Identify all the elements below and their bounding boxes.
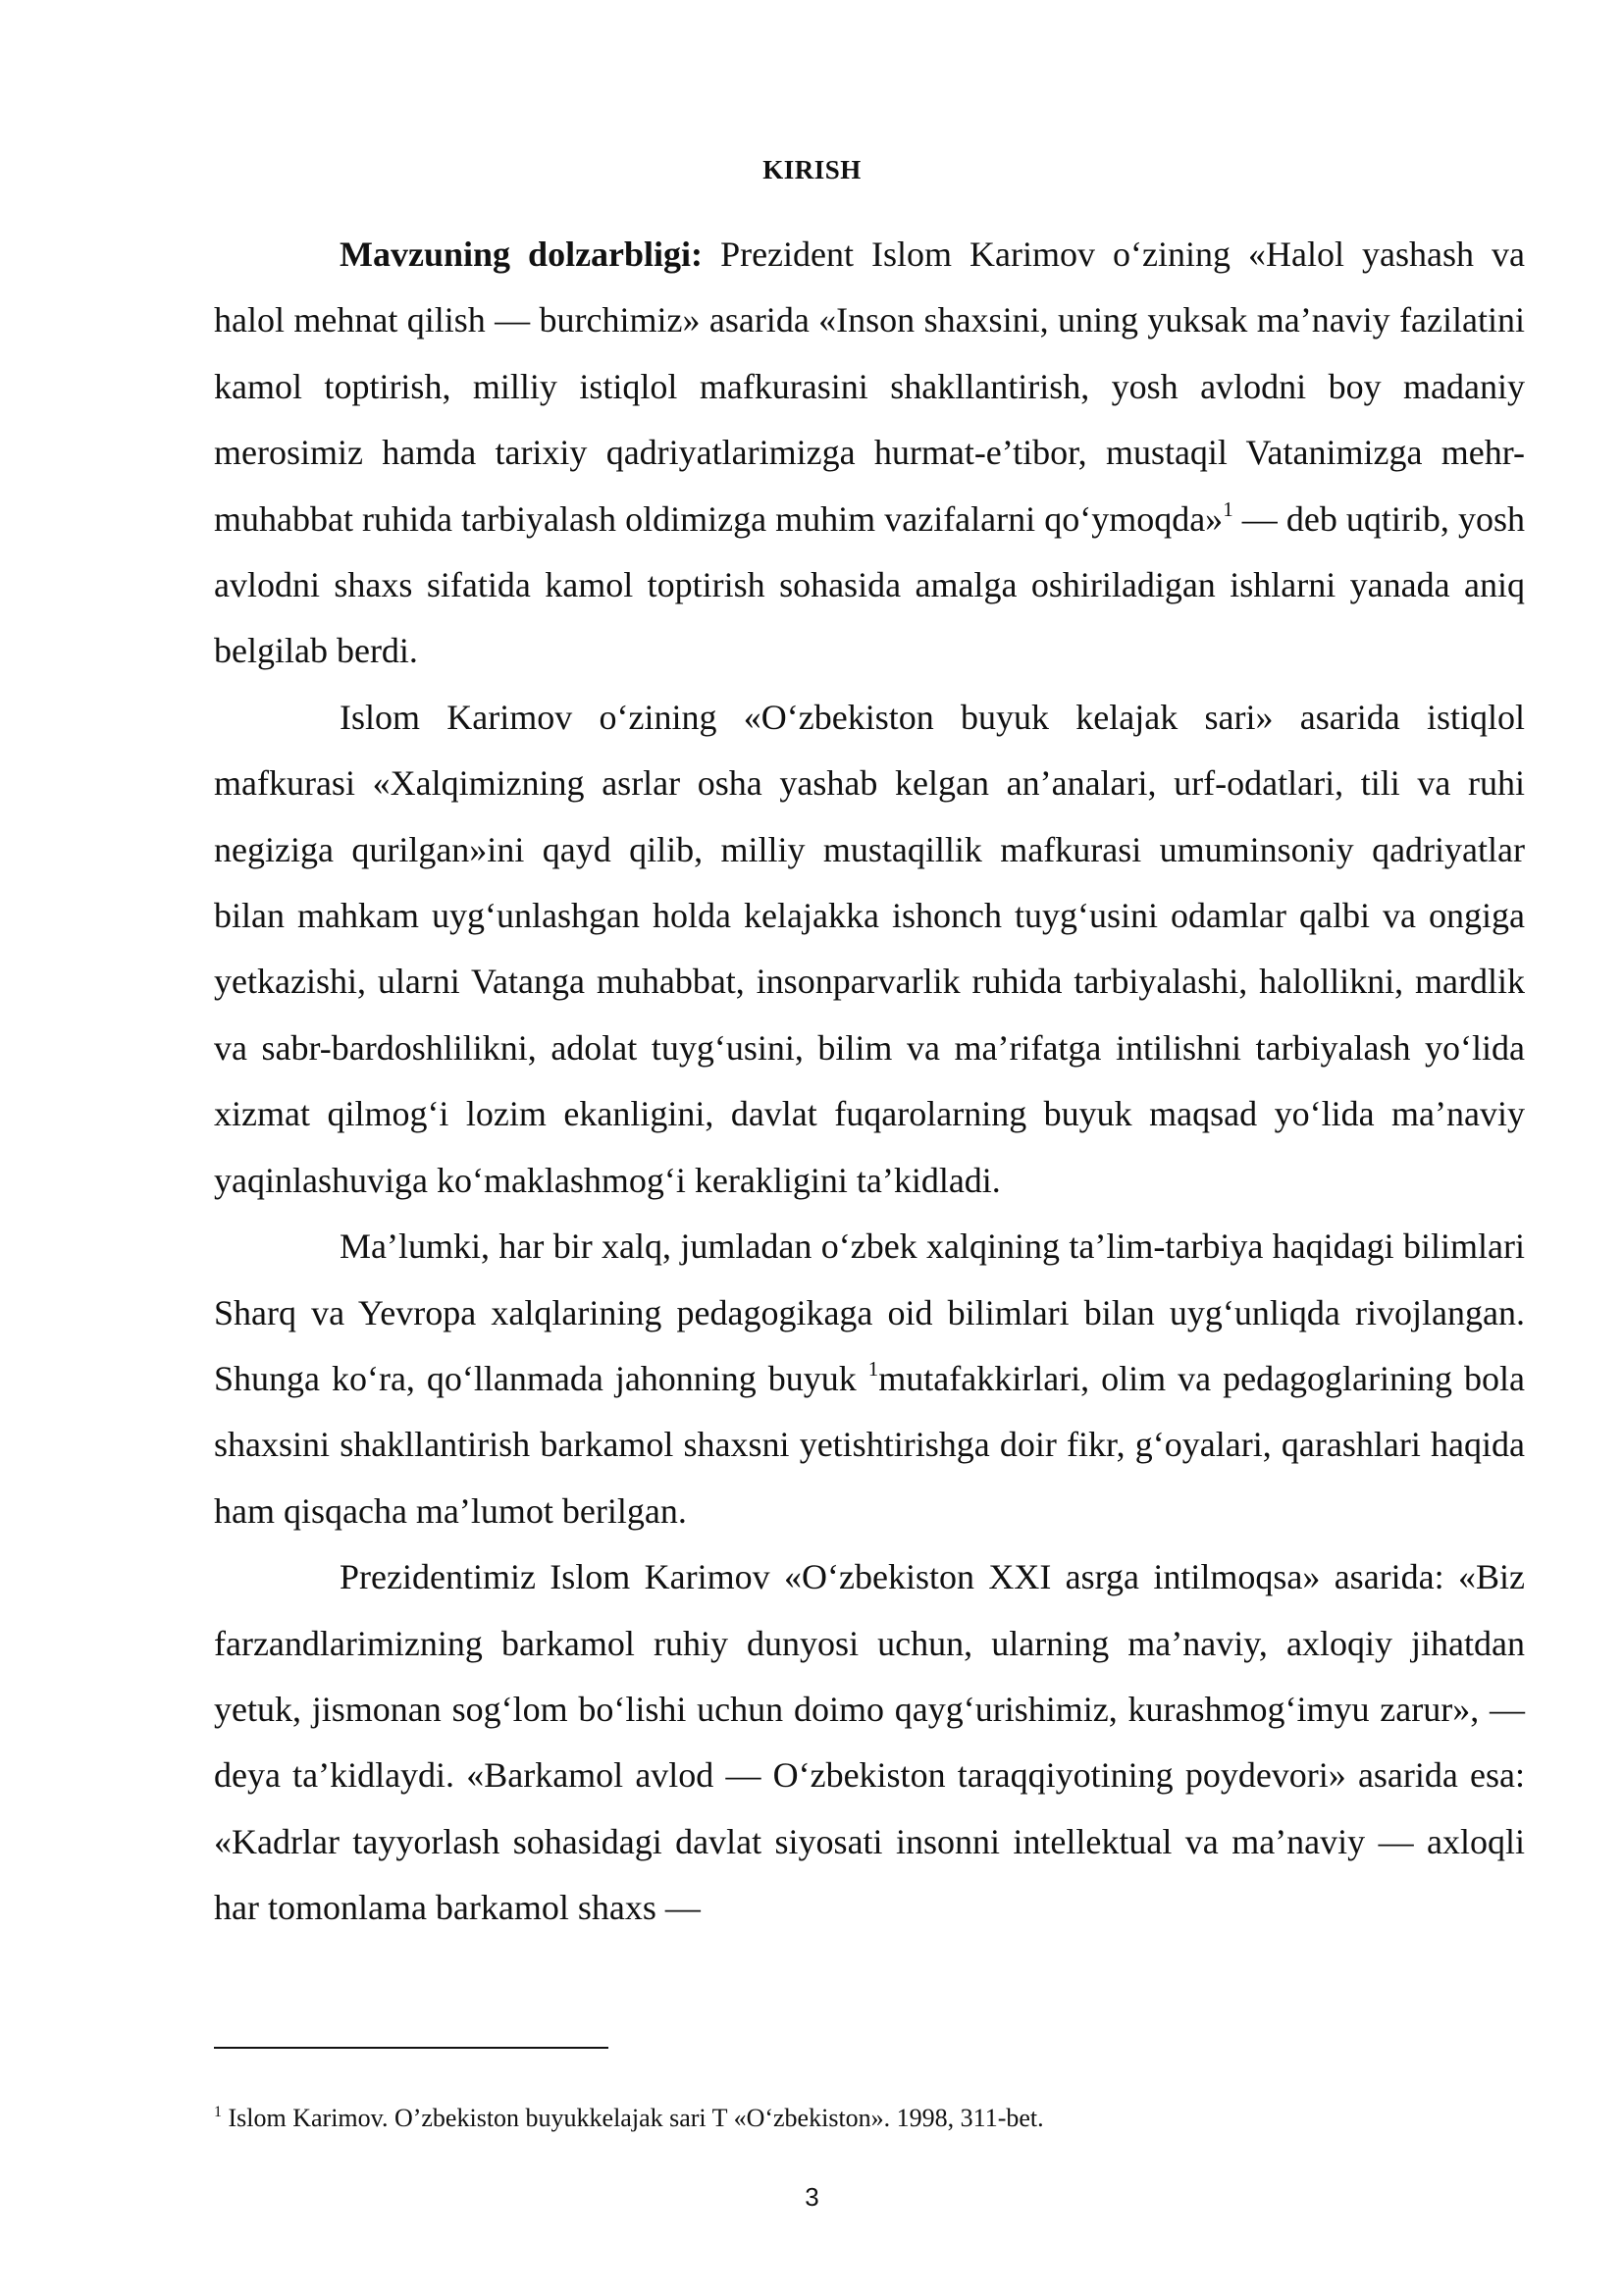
footnote-reference: 1 — [867, 1356, 879, 1381]
page-title: KIRISH — [762, 155, 862, 184]
paragraph-lead: Mavzuning dolzarbligi: — [340, 235, 704, 274]
page-number: 3 — [805, 2182, 819, 2212]
footnote-marker: 1 — [214, 2104, 222, 2120]
paragraph-text: Ma’lumki, har bir xalq, jumladan o‘zbek xalqining ta’lim-tarbiya haqidagi bilimlari Sharq va Yevropa xalqlarining pedagogikaga oid bilimlari bilan uyg‘unliqda rivojlangan. Shunga ko‘ra, qo‘llanmada jahonning buyuk — [214, 1226, 1525, 1398]
paragraph-relevance — [214, 222, 1525, 685]
footnote-reference: 1 — [1223, 496, 1233, 521]
paragraph-text: Prezident Islom Karimov o‘zining «Halol yashash va halol mehnat qilish — burchimiz» asarida «Inson shaxsini, uning yuksak ma’naviy fazilatini kamol toptirish, milliy istiqlol mafkurasini shakllantirish, yosh avlodni boy madaniy merosimiz hamda tarixiy qadriyatlarimizga hurmat-e’tibor, mustaqil Vatanimizga mehr-muhabbat ruhida tarbiyalash oldimizga muhim vazifalarni qo‘ymoqda» — [214, 235, 1525, 539]
paragraph-knowledge — [214, 1214, 1525, 1544]
paragraph-ideology: Islom Karimov o‘zining «O‘zbekiston buyuk kelajak sari» asarida istiqlol mafkurasi «Xalqimizning asrlar osha yashab kelgan an’analari, urf-odatlari, tili va ruhi negiziga qurilgan»ini qayd qilib, milliy mustaqillik mafkurasi umuminsoniy qadriyatlar bilan mahkam uyg‘unlashgan holda kelajakka ishonch tuyg‘usini odamlar qalbi va ongiga yetkazishi, ularni Vatanga muhabbat, insonparvarlik ruhida tarbiyalashi, halollikni, mardlik va sabr-bardoshlilikni, adolat tuyg‘usini, bilim va ma’rifatga intilishni tarbiyalash yo‘lida xizmat qilmog‘i lozim ekanligini, davlat fuqarolarning buyuk maqsad yo‘lida ma’naviy yaqinlashuviga ko‘maklashmog‘i kerakligini ta’kidladi. — [214, 697, 1525, 1200]
footnote — [214, 2102, 1525, 2135]
paragraph-president-quote: Prezidentimiz Islom Karimov «O‘zbekiston XXI asrga intilmoqsa» asarida: «Biz farzandlarimizning barkamol ruhiy dunyosi uchun, ularning ma’naviy, axloqiy jihatdan yetuk, jismonan sog‘lom bo‘lishi uchun doimo qayg‘urishimiz, kurashmog‘imyu zarur», — deya ta’kidlaydi. «Barkamol avlod — O‘zbekiston taraqqiyotining poydevori» asarida esa: «Kadrlar tayyorlash sohasidagi davlat siyosati insonni intellektual va ma’naviy — axloqli har tomonlama barkamol shaxs — — [214, 1557, 1525, 1928]
body-text — [214, 222, 1525, 1942]
paragraph-text: — deb uqtirib, yosh avlodni shaxs sifatida kamol toptirish sohasida amalga oshiriladigan ishlarni yanada aniq belgilab berdi. — [214, 498, 1525, 671]
footnote-separator — [214, 2047, 608, 2049]
paragraph-text: mutafakkirlari, olim va pedagoglarining bola shaxsini shakllantirish barkamol shaxsni yetishtirishga doir fikr, g‘oyalari, qarashlari haqida ham qisqacha ma’lumot berilgan. — [214, 1358, 1525, 1531]
footnote-text: Islom Karimov. O’zbekiston buyukkelajak sari T «O‘zbekiston». 1998, 311-bet. — [228, 2104, 1044, 2132]
